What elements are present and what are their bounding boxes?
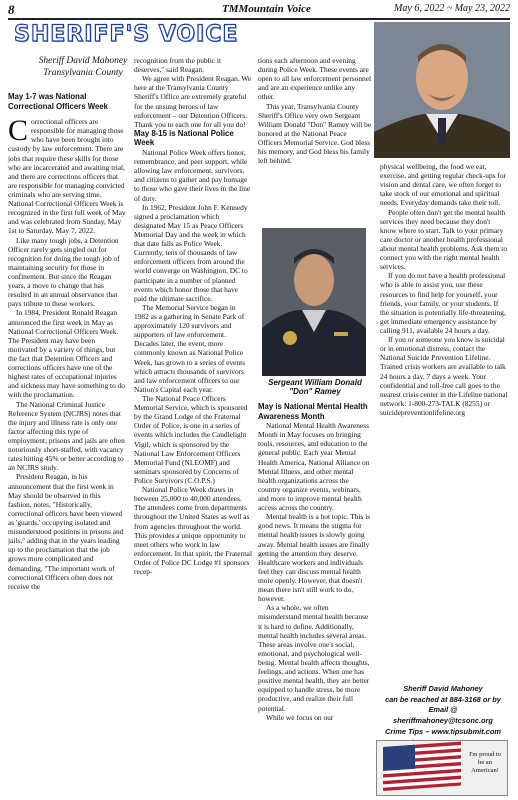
col1-paragraph: Like many tough jobs, a Detention Officer rarely gets singled out for recognition for doing the tough job of maintaining security for those in confinement. But since the Reagan years, a move to change that has resulted in an annual observance that pays tribute to these workers. [8, 235, 120, 309]
contact-name: Sheriff David Mahoney [403, 684, 483, 693]
col2-paragraph: recognition from the public it deserves," said Reagan. [134, 56, 222, 75]
col3-paragraph: This year, Transylvania County Sheriff's Office very own Sergeant William Donald "Don" Ramey will be honored at the National Peace Officers Memorial Service. God bless his memory, and God bless his family left behind. [258, 101, 372, 166]
col3-paragraph: As a whole, we often misunderstand mental health because it is hard to define. Additionally, mental health includes several areas. These areas involve one's social, emotional, and psychological well-being. Mental health affects thoughts, feelings, and actions. When one has positive mental health, they are better equipped to handle stress, be more productive, and realize their full potential. [258, 603, 370, 713]
officer-portrait-icon [262, 228, 366, 376]
header-rule [8, 18, 510, 20]
contact-phone: can be reached at 884-3168 or by [385, 694, 501, 704]
drop-cap: C [8, 114, 29, 148]
column-masthead: SHERIFF'S VOICE [14, 22, 239, 47]
col2-paragraph: In 1962, President John F. Kennedy signed a proclamation which designated May 15 as Peace Officers Memorial Day and the week in which that date falls as Police Week. Currently, tens of thousands of law enforcement officers from around the world converge on Washington, DC to participate in a number of planned events which honor those that have paid the ultimate sacrifice. [134, 202, 248, 303]
byline-county: Transylvania County [43, 68, 123, 78]
col2-paragraph: We agree with President Reagan. We here at the Transylvania County Sheriff's Office are extremely grateful for the unsung heroes of law enforcement – our Detention Officers. Thank you to each one for all you do! [134, 74, 252, 129]
article-column-1 [8, 92, 126, 591]
col2-paragraph: National Police Week draws in between 25,000 to 40,000 attendees. The attendees come from departments throughout the United States as well as from agencies throughout the world. This provides a unique opportunity to meet others who work in law enforcement. In that spirit, the Fraternal Order of Police DC Lodge #1 sponsors recep- [134, 485, 253, 577]
col2-paragraph: The Memorial Service began in 1982 as a gathering in Senate Park of approximately 120 survivors and supporters of law enforcement. Decades later, the event, more commonly known as National Police Week, has grown to a series of events which attracts thousands of survivors and law enforcement officers to our Nation's Capital each year. [134, 302, 246, 394]
officer-portrait [262, 228, 366, 376]
mental-health-heading: May is National Mental Health Awareness Month [258, 402, 368, 421]
correctional-week-heading: May 1-7 was National Correctional Officers Week [8, 92, 108, 111]
article-column-3-bottom [258, 402, 372, 722]
col1-paragraph: President Reagan, in his announcement that the first week in May should be observed in this fashion, notes, "Historically, correctional officers have been viewed as 'guards,' occupying isolated and misunderstood positions in prisons and jails," adding that in the years leading up to the proclamation that the job grows more complicated and demanding. "The important work of correctional Officers often does not receive the [8, 472, 124, 591]
col2-paragraph: National Police Week offers honor, remembrance, and peer support, while allowing law enforcement, survivors, and citizens to gather and pay homage to those who gave their lives in the line of duty. [134, 148, 251, 203]
police-week-heading: May 8-15 is National Police Week [134, 128, 234, 148]
col4-paragraph: If you do not have a health professional who is able to assist you, use these resources to find help for yourself, your friends, your family, or your students. If the situation is potentially life-threatening, get immediate emergency assistance by calling 911, available 24 hours a day. [380, 271, 506, 335]
article-column-4 [380, 162, 508, 417]
byline-name: Sheriff David Mahoney [38, 56, 128, 66]
col4-paragraph: If you or someone you know is suicidal or in emotional distress, contact the National Suicide Prevention Lifeline. Trained crisis workers are available to talk 24 hours a day, 7 days a week. Your confidential and toll-free call goes to the nearest crisis center in the Lifeline national network: 1-800-273-TALK (8255) or suicidepreventionlifeline.org [380, 335, 508, 417]
col2-paragraph: The National Peace Officers Memorial Service, which is sponsored by the Grand Lodge of the Fraternal Order of Police, is one in a series of events which includes the Candlelight Vigil, which is sponsored by the National Law Enforcement Officers Memorial Fund (NLEOMF) and seminars sponsored by Concerns of Police Survivors (C.O.P.S.) [134, 393, 248, 485]
col4-paragraph: physical wellbeing, the food we eat, exercise, and getting regular check-ups for vision and dental care, we often forget to take stock of our emotional and spiritual needs. Everyday demands take their toll. [380, 162, 506, 208]
col3-paragraph: tions each afternoon and evening during Police Week. These events are open to all law enforcement personnel and are an experience unlike any other. [258, 56, 372, 102]
col1-paragraph: In 1984, President Ronald Reagan announced the first week in May as National Correctional Officers Week. The President may have been motivated by a variety of things, but the fact that Detention Officers and corrections officers have one of the highest rates of occupational injuries and sickness may have something to do with the proclamation. [8, 308, 125, 400]
contact-email: Email @ sheriffmahoney@tcsonc.org [393, 705, 493, 726]
flag-note: I'm proud to be an American! [469, 751, 501, 774]
col3-paragraph: National Mental Health Awareness Month in May focuses on bringing tools, resources, and education to the general public. Each year Mental Health America, National Alliance on Mental Illness, and other mental health organizations across the country organize events, webinars, and more to improve mental health access across the country. [258, 421, 370, 513]
sheriff-portrait-icon [374, 22, 510, 158]
sheriff-portrait [374, 22, 510, 158]
contact-tips: Crime Tips – www.tipsubmit.com [385, 726, 501, 736]
officer-caption: Sergeant William Donald "Don" Ramey [268, 378, 362, 396]
american-flag-image [376, 740, 508, 796]
page-number: 8 [8, 2, 15, 17]
col4-paragraph: People often don't get the mental health services they need because they don't know where to start. Talk to your primary care doctor or another health professional about mental health problems. Ask them to connect you with the right mental health services. [380, 207, 508, 272]
article-column-2 [134, 56, 252, 576]
col3-paragraph: Mental health is a hot topic. This is good news. It means the stigma for mental health issues is slowly going away. Mental health issues are finally getting the attention they deserve. Healthcare workers and individuals feel they can discuss mental health more openly. However, that doesn't mean there isn't still work to do, however. [258, 512, 371, 604]
issue-date: May 6, 2022 ~ May 23, 2022 [394, 3, 510, 14]
col1-paragraph: The National Criminal Justice Reference System (NCJRS) notes that the injury and illness rate is only one factor affecting this type of employment; prisons and jails are often notoriously short-staffed, with vacancy rates hitting 45% or better according to an NCJRS study. [8, 399, 125, 473]
col3-paragraph: While we focus on our [266, 712, 334, 722]
article-column-3-top [258, 56, 372, 165]
col1-paragraph: orrectional officers are responsible for managing those who have been brought into custody by law enforcement. There are jobs that require these skills for those who are incarcerated and awaiting trial, and there are corrections officers that are responsible for managing convicted criminals who are serving time. National Correctional Officers Week is recognized in the first full week of May and was celebrated from Sunday, May 1st to Saturday, May 7, 2022. [8, 117, 126, 236]
contact-box [378, 684, 508, 748]
page-header [8, 2, 510, 18]
publication-name: TMMountain Voice [222, 3, 311, 15]
